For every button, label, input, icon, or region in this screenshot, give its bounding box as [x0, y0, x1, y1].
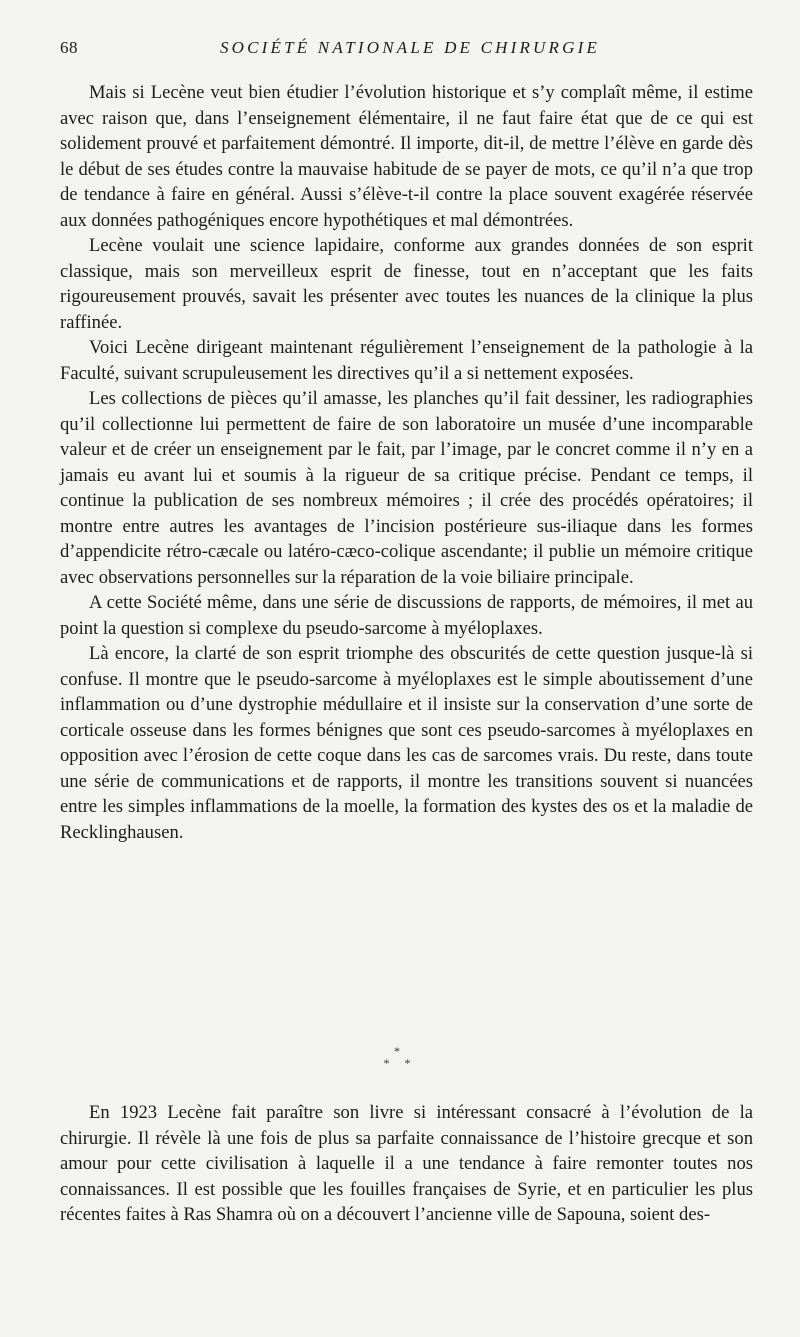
- page-number: 68: [60, 38, 78, 57]
- section-text: [60, 1100, 753, 1228]
- paragraph: Là encore, la clarté de son esprit triomphe des obscurités de cette question jusque-là si confuse. Il montre que le pseudo-sarcome à myéloplaxes est le simple aboutissement d’une inflammation ou d’une dystrophie médullaire et il insiste sur la conservation d’une sorte de corticale osseuse dans les formes bénignes que sont ces pseudo-sarcomes à myéloplaxes en opposition avec l’érosion de cette coque dans les cas de sarcomes vrais. Du reste, dans toute une série de communications et de rapports, il montre les transitions souvent si nuancées entre les simples inflammations de la moelle, la formation des kystes des os et la maladie de Recklinghausen.: [60, 643, 753, 843]
- paragraph: A cette Société même, dans une série de discussions de rapports, de mémoires, il met au point la question si complexe du pseudo-sarcome à myéloplaxes.: [60, 592, 753, 639]
- asterism-top: *: [394, 1044, 406, 1058]
- main-text: [60, 80, 753, 845]
- paragraph: Mais si Lecène veut bien étudier l’évolution historique et s’y complaît même, il estime avec raison que, dans l’enseignement élémentaire, il ne faut faire état que de ce qui est solidement prouvé et parfaitement démontré. Il importe, dit-il, de mettre l’élève en garde dès le début de ses études contre la mauvaise habitude de se payer de mots, ce qu’il n’a que trop de tendance à faire en général. Aussi s’élève-t-il contre la place souvent exagérée réservée aux données pathogéniques encore hypothétiques et mal démontrées.: [60, 82, 753, 231]
- page-header: [60, 38, 760, 64]
- paragraph: En 1923 Lecène fait paraître son livre si intéressant consacré à l’évolution de la chirurgie. Il révèle là une fois de plus sa parfaite connaissance de l’histoire grecque et son amour pour cette civilisation à laquelle il a une tendance à faire remonter toutes nos connaissances. Il est possible que les fouilles françaises de Syrie, et en particulier les plus récentes faites à Ras Shamra où on a découvert l’ancienne ville de Sapouna, soient des-: [60, 1102, 753, 1225]
- running-head: SOCIÉTÉ NATIONALE DE CHIRURGIE: [219, 38, 601, 57]
- paragraph: Voici Lecène dirigeant maintenant régulièrement l’enseignement de la pathologie à la Faculté, suivant scrupuleusement les directives qu’il a si nettement exposées.: [60, 337, 753, 384]
- asterism-bottom: * *: [383, 1056, 417, 1070]
- paragraph: Les collections de pièces qu’il amasse, les planches qu’il fait dessiner, les radiographies qu’il collectionne lui permettent de faire de son laboratoire un musée d’une incomparable valeur et de créer un enseignement par le fait, par l’image, par le concret comme il n’y en a jamais eu avant lui et soumis à la rigueur de sa critique précise. Pendant ce temps, il continue la publication de ses nombreux mémoires ; il crée des procédés opératoires; il montre entre autres les avantages de l’incision postérieure sus-iliaque dans les formes d’appendicite rétro-cæcale ou latéro-cæco-colique ascendante; il publie un mémoire critique avec observations personnelles sur la réparation de la voie biliaire principale.: [60, 388, 753, 588]
- paragraph: Lecène voulait une science lapidaire, conforme aux grandes données de son esprit classique, mais son merveilleux esprit de finesse, tout en n’acceptant que les faits rigoureusement prouvés, savait les présenter avec toutes les nuances de la clinique la plus raffinée.: [60, 235, 753, 333]
- section-separator-asterism: [0, 1045, 800, 1085]
